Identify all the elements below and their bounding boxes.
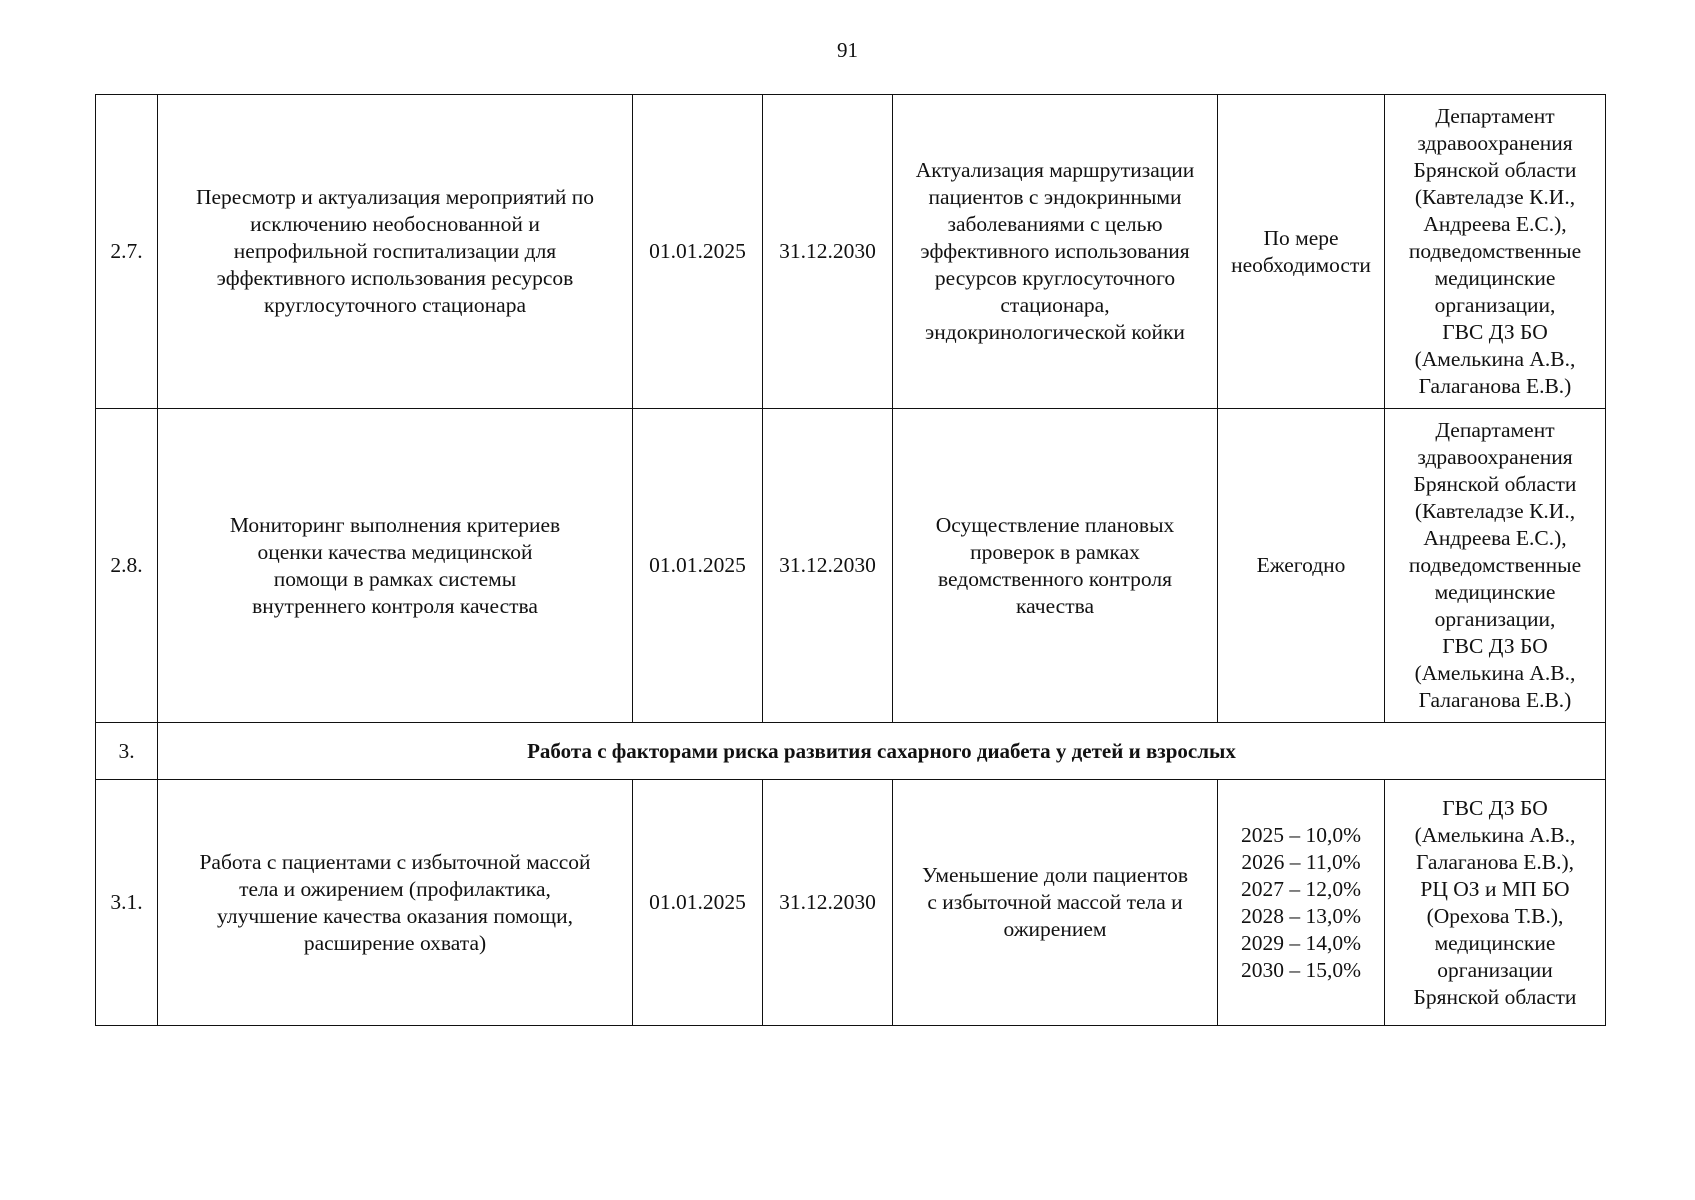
responsible-line: Галаганова Е.В.),	[1415, 849, 1575, 874]
activity-cell	[158, 409, 633, 723]
activity-cell	[158, 95, 633, 409]
activities-table	[95, 94, 1606, 1026]
responsible-line: здравоохранения	[1417, 131, 1573, 155]
start-date: 01.01.2025	[633, 95, 763, 409]
end-date: 31.12.2030	[763, 95, 893, 409]
result-cell	[893, 780, 1218, 1026]
responsible-cell	[1385, 780, 1606, 1026]
responsible-line: медицинские	[1434, 580, 1556, 604]
activity-line: Мониторинг выполнения критериев	[229, 512, 561, 537]
responsible-line: медицинские	[1434, 266, 1556, 290]
result-line: стационара,	[1000, 293, 1110, 317]
responsible-line: подведомственные	[1408, 553, 1582, 577]
table-row	[96, 95, 1606, 409]
result-line: заболеваниями с целью	[947, 212, 1163, 236]
responsible-line: (Кавтеладзе К.И.,	[1414, 499, 1576, 523]
period-line: Ежегодно	[1256, 553, 1346, 577]
target-value-line: 2027 – 12,0%	[1240, 876, 1362, 901]
result-cell	[893, 95, 1218, 409]
target-value-line: 2029 – 14,0%	[1240, 930, 1362, 955]
responsible-line: Андреева Е.С.),	[1423, 526, 1567, 550]
responsible-line: организации	[1437, 957, 1553, 982]
section-title: Работа с факторами риска развития сахарного диабета у детей и взрослых	[158, 723, 1606, 780]
responsible-cell	[1385, 409, 1606, 723]
responsible-line: Брянской области	[1413, 472, 1577, 496]
result-cell	[893, 409, 1218, 723]
responsible-line: подведомственные	[1408, 239, 1582, 263]
result-line: с избыточной массой тела и	[927, 890, 1183, 914]
target-value-line: 2025 – 10,0%	[1240, 822, 1362, 847]
result-line: проверок в рамках	[970, 539, 1140, 564]
table-row	[96, 780, 1606, 1026]
activity-line: помощи в рамках системы	[273, 566, 517, 591]
responsible-line: организации,	[1434, 607, 1556, 631]
section-row	[96, 723, 1606, 780]
responsible-cell	[1385, 95, 1606, 409]
activity-line: исключению необоснованной и	[250, 212, 540, 236]
responsible-line: ГВС ДЗ БО	[1442, 795, 1548, 820]
responsible-line: Брянской области	[1413, 984, 1577, 1009]
start-date: 01.01.2025	[633, 409, 763, 723]
responsible-line: ГВС ДЗ БО	[1442, 320, 1548, 344]
result-line: пациентов с эндокринными	[928, 185, 1182, 209]
activity-line: улучшение качества оказания помощи,	[217, 903, 573, 928]
activity-line: внутреннего контроля качества	[252, 593, 538, 618]
activity-line: расширение охвата)	[303, 930, 487, 955]
responsible-line: РЦ ОЗ и МП БО	[1420, 876, 1570, 901]
activity-line: Работа с пациентами с избыточной массой	[199, 849, 591, 874]
result-line: эндокринологической койки	[925, 320, 1185, 344]
responsible-line: (Амелькина А.В.,	[1414, 822, 1576, 847]
result-line: Уменьшение доли пациентов	[922, 863, 1188, 887]
activity-line: Пересмотр и актуализация мероприятий по	[195, 185, 595, 209]
end-date: 31.12.2030	[763, 409, 893, 723]
result-line: Осуществление плановых	[935, 512, 1175, 537]
activity-line: непрофильной госпитализации для	[233, 239, 557, 263]
start-date: 01.01.2025	[633, 780, 763, 1026]
responsible-line: Брянской области	[1413, 158, 1577, 182]
period-line: По мере	[1263, 225, 1339, 250]
responsible-line: (Кавтеладзе К.И.,	[1414, 185, 1576, 209]
result-line: Актуализация маршрутизации	[915, 158, 1195, 182]
result-line: ожирением	[1003, 917, 1107, 941]
row-number: 2.8.	[96, 409, 158, 723]
responsible-line: Андреева Е.С.),	[1423, 212, 1567, 236]
activity-line: оценки качества медицинской	[257, 539, 533, 564]
table-row	[96, 409, 1606, 723]
page-number: 91	[837, 38, 858, 62]
responsible-line: организации,	[1434, 293, 1556, 317]
activity-line: круглосуточного стационара	[263, 293, 527, 317]
period-cell	[1218, 409, 1385, 723]
result-line: качества	[1015, 593, 1095, 618]
period-line: необходимости	[1231, 252, 1371, 277]
activity-line: эффективного использования ресурсов	[216, 266, 574, 290]
activity-cell	[158, 780, 633, 1026]
result-line: эффективного использования	[920, 239, 1190, 263]
section-number: 3.	[96, 723, 158, 780]
responsible-line: (Амелькина А.В.,	[1414, 661, 1576, 685]
activity-line: тела и ожирением (профилактика,	[239, 876, 551, 901]
responsible-line: ГВС ДЗ БО	[1442, 634, 1548, 658]
row-number: 2.7.	[96, 95, 158, 409]
responsible-line: (Амелькина А.В.,	[1414, 347, 1576, 371]
period-cell	[1218, 780, 1385, 1026]
responsible-line: здравоохранения	[1417, 445, 1573, 469]
target-value-line: 2030 – 15,0%	[1240, 957, 1362, 982]
row-number: 3.1.	[96, 780, 158, 1026]
responsible-line: медицинские	[1434, 930, 1556, 955]
result-line: ресурсов круглосуточного	[934, 266, 1176, 290]
end-date: 31.12.2030	[763, 780, 893, 1026]
responsible-line: Галаганова Е.В.)	[1418, 688, 1572, 712]
period-cell	[1218, 95, 1385, 409]
responsible-line: Департамент	[1435, 104, 1555, 128]
responsible-line: (Орехова Т.В.),	[1426, 903, 1564, 928]
target-value-line: 2026 – 11,0%	[1241, 849, 1361, 874]
responsible-line: Департамент	[1435, 418, 1555, 442]
result-line: ведомственного контроля	[938, 566, 1172, 591]
responsible-line: Галаганова Е.В.)	[1418, 374, 1572, 398]
target-value-line: 2028 – 13,0%	[1240, 903, 1362, 928]
